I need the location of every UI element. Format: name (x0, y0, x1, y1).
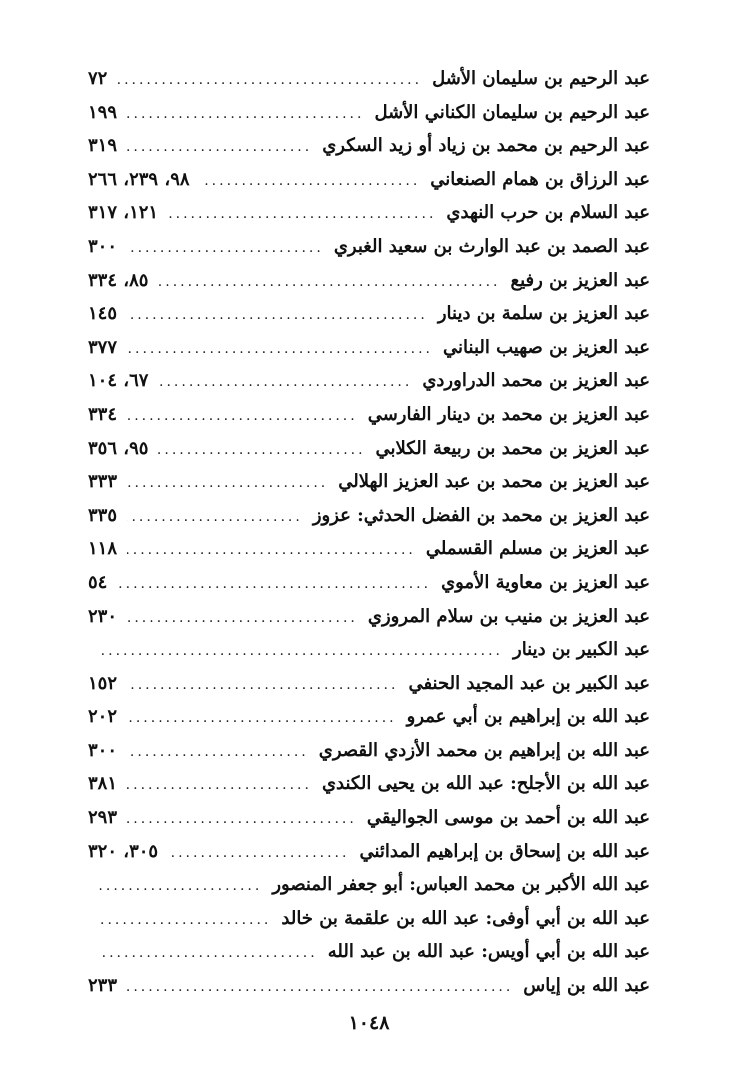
dot-leader (168, 198, 436, 232)
index-entry (88, 163, 650, 197)
entry-name: عبد العزيز بن محمد بن دينار الفارسي (367, 403, 650, 425)
dot-leader (127, 803, 357, 837)
index-entry (88, 700, 650, 734)
dot-leader (117, 568, 431, 602)
index-entry (88, 465, 650, 499)
dot-leader (98, 635, 503, 669)
index-entry (88, 835, 650, 869)
entry-name: عبد العزيز بن صهيب البناني (443, 336, 650, 358)
page-number: ١٠٤٨ (348, 1012, 390, 1034)
index-entry (88, 264, 650, 298)
entry-name: عبد الله بن أبي أويس: عبد الله بن عبد الله (327, 941, 650, 963)
entry-pages: ٩٨، ٢٣٩، ٢٦٦ (88, 168, 190, 190)
entry-name: عبد السلام بن حرب النهدي (446, 202, 650, 224)
entry-name: عبد العزيز بن سلمة بن دينار (437, 303, 650, 325)
entry-name: عبد الله بن إبراهيم بن أبي عمرو (406, 706, 650, 728)
index-entry (88, 62, 650, 96)
index-entry (88, 129, 650, 163)
index-entry (88, 499, 650, 533)
entry-pages: ٣٣٤ (88, 403, 118, 425)
index-entry (88, 969, 650, 1003)
index-entry (88, 331, 650, 365)
entry-pages: ٢٣٣ (88, 975, 118, 997)
entry-pages: ٨٥، ٣٣٤ (88, 269, 149, 291)
dot-leader (127, 736, 309, 770)
dot-leader (127, 501, 303, 535)
index-entry (88, 398, 650, 432)
entry-pages: ٣٨١ (88, 773, 118, 795)
dot-leader (127, 467, 328, 501)
index-entry (88, 297, 650, 331)
entry-pages: ١١٨ (88, 538, 118, 560)
dot-leader (127, 333, 433, 367)
entry-name: عبد الله بن الأجلح: عبد الله بن يحيى الكندي (321, 773, 650, 795)
dot-leader (200, 165, 421, 199)
dot-leader (127, 702, 397, 736)
entry-name: عبد العزيز بن محمد بن الفضل الحدثي: عزوز (312, 504, 650, 526)
index-entry (88, 566, 650, 600)
entry-pages: ٧٢ (88, 68, 108, 89)
dot-leader (127, 971, 513, 1005)
dot-leader (127, 602, 358, 636)
index-entry (88, 600, 650, 634)
entry-name: عبد العزيز بن معاوية الأموي (441, 571, 650, 593)
entry-name: عبد الله بن أحمد بن موسى الجواليقي (366, 807, 650, 829)
entry-name: عبد العزيز بن منيب بن سلام المروزي (367, 605, 650, 627)
entry-name: عبد الله بن إياس (523, 975, 650, 997)
dot-leader (158, 266, 500, 300)
entry-pages: ٢٩٣ (88, 807, 118, 829)
entry-name: عبد الكبير بن عبد المجيد الحنفي (408, 672, 650, 694)
dot-leader (98, 870, 262, 904)
index-entry (88, 935, 650, 969)
index-entry (88, 902, 650, 936)
entry-name: عبد العزيز بن محمد الدراوردي (422, 370, 650, 392)
entry-pages: ٢٠٢ (88, 706, 118, 728)
index-entry (88, 196, 650, 230)
index-entry (88, 801, 650, 835)
dot-leader (98, 937, 318, 971)
entry-pages: ٥٤ (88, 571, 108, 593)
entry-name: عبد الكبير بن دينار (513, 639, 650, 661)
entry-pages: ٣١٩ (88, 135, 118, 157)
entry-name: عبد الله بن إسحاق بن إبراهيم المدائني (359, 840, 650, 862)
entry-name: عبد الرحيم بن سليمان الأشل (432, 68, 650, 89)
dot-leader (127, 98, 364, 132)
index-entry (88, 230, 650, 264)
entry-pages: ٩٥، ٣٥٦ (88, 437, 149, 459)
entry-pages: ٦٧، ١٠٤ (88, 370, 149, 392)
index-entry (88, 868, 650, 902)
entry-name: عبد العزيز بن محمد بن عبد العزيز الهلالي (338, 471, 650, 493)
entry-pages: ١٥٢ (88, 672, 118, 694)
dot-leader (127, 232, 324, 266)
index-entry-list (88, 62, 650, 1003)
entry-name: عبد الصمد بن عبد الوارث بن سعيد الغبري (333, 235, 650, 257)
entry-pages: ٣٠٠ (88, 739, 118, 761)
entry-name: عبد الله بن إبراهيم بن محمد الأزدي القصري (318, 739, 650, 761)
dot-leader (98, 904, 271, 938)
dot-leader (117, 64, 422, 98)
entry-pages: ١٤٥ (88, 303, 118, 325)
index-entry (88, 532, 650, 566)
dot-leader (127, 299, 428, 333)
entry-name: عبد الرزاق بن همام الصنعاني (430, 168, 650, 190)
index-entry (88, 364, 650, 398)
entry-name: عبد العزيز بن محمد بن ربيعة الكلابي (375, 437, 650, 459)
entry-pages: ٣٠٠ (88, 235, 118, 257)
entry-pages: ١٩٩ (88, 101, 118, 123)
dot-leader (168, 837, 349, 871)
dot-leader (127, 400, 358, 434)
entry-name: عبد الله الأكبر بن محمد العباس: أبو جعفر المنصور (272, 874, 650, 896)
index-entry (88, 734, 650, 768)
dot-leader (127, 534, 416, 568)
entry-name: عبد الرحيم بن سليمان الكناني الأشل (374, 101, 650, 123)
entry-pages: ٣٣٥ (88, 504, 118, 526)
index-entry (88, 667, 650, 701)
index-entry (88, 432, 650, 466)
dot-leader (158, 366, 412, 400)
dot-leader (158, 434, 365, 468)
entry-name: عبد العزيز بن رفيع (510, 269, 650, 291)
dot-leader (127, 769, 312, 803)
index-entry (88, 96, 650, 130)
entry-name: عبد الله بن أبي أوفى: عبد الله بن علقمة بن خالد (281, 907, 650, 929)
entry-pages: ٣٠٥، ٣٢٠ (88, 840, 159, 862)
entry-name: عبد العزيز بن مسلم القسملي (425, 538, 650, 560)
entry-pages: ٢٣٠ (88, 605, 118, 627)
entry-name: عبد الرحيم بن محمد بن زياد أو زيد السكري (322, 135, 650, 157)
dot-leader (127, 131, 312, 165)
index-entry (88, 633, 650, 667)
entry-pages: ٣٣٣ (88, 471, 118, 493)
index-entry (88, 767, 650, 801)
entry-pages: ١٢١، ٣١٧ (88, 202, 159, 224)
dot-leader (127, 669, 398, 703)
entry-pages: ٣٧٧ (88, 336, 118, 358)
